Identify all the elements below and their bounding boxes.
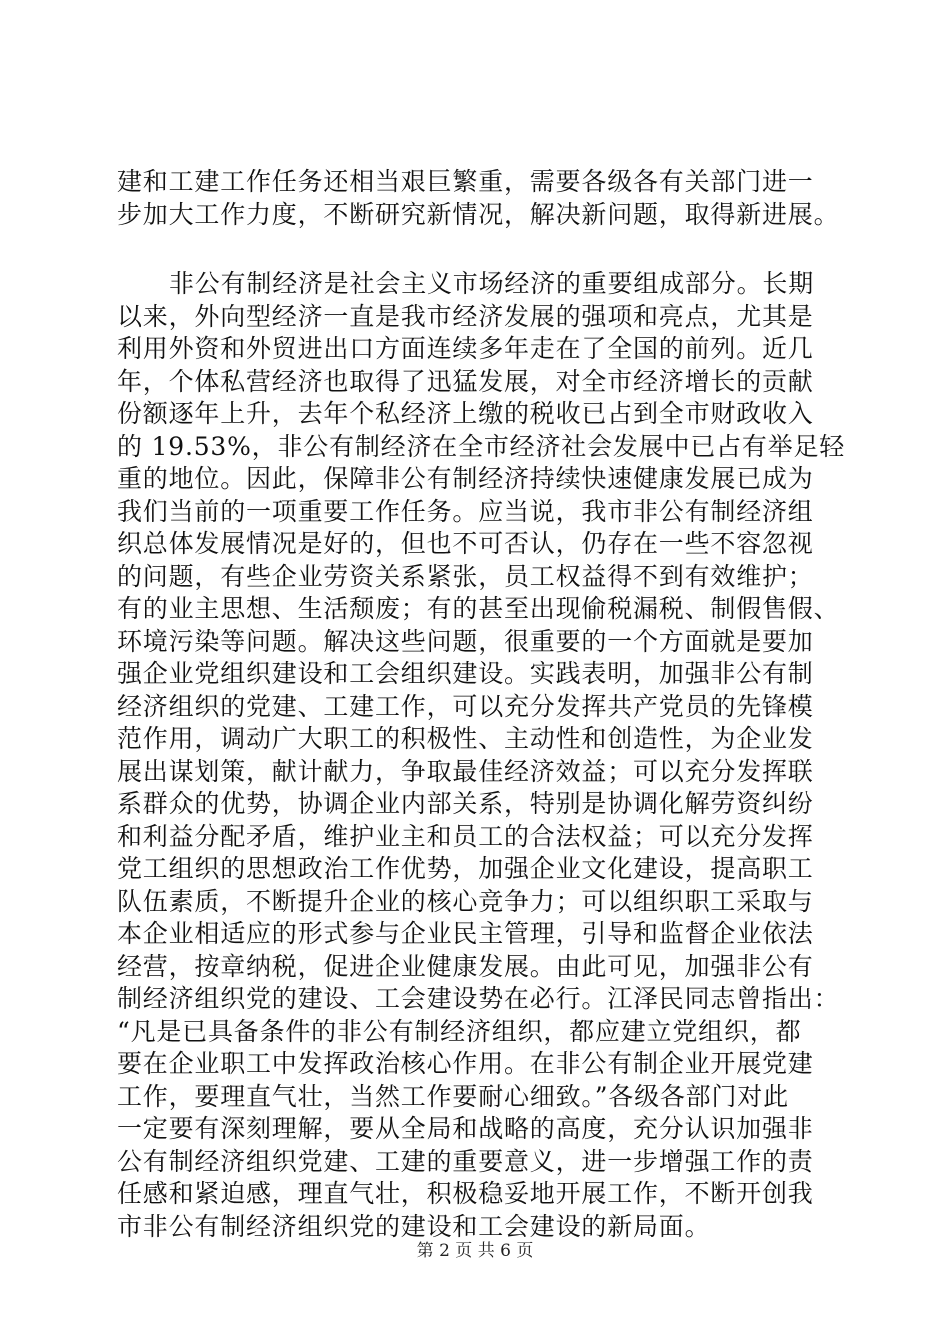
text-line: 党工组织的思想政治工作优势，加强企业文化建设，提高职工: [117, 854, 814, 883]
text-line: 范作用，调动广大职工的积极性、主动性和创造性，为企业发: [117, 724, 814, 753]
text-line: 和利益分配矛盾，维护业主和员工的合法权益；可以充分发挥: [117, 821, 814, 851]
text-line: 的问题，有些企业劳资关系紧张，员工权益得不到有效维护；: [117, 561, 814, 591]
text-line: 有的业主思想、生活颓废；有的甚至出现偷税漏税、制假售假、: [117, 594, 840, 623]
text-line: 制经济组织党的建设、工会建设势在必行。江泽民同志曾指出：: [117, 984, 840, 1013]
text-line: 利用外资和外贸进出口方面连续多年走在了全国的前列。近几: [117, 334, 814, 363]
text-line: 经济组织的党建、工建工作，可以充分发挥共产党员的先锋模: [117, 691, 814, 721]
text-line: 非公有制经济是社会主义市场经济的重要组成部分。长期: [169, 269, 815, 298]
continuation-paragraph: [117, 166, 857, 231]
text-line: 我们当前的一项重要工作任务。应当说，我市非公有制经济组: [117, 496, 814, 526]
page-footer: 第 2 页 共 6 页: [416, 1241, 534, 1261]
text-line: 经营，按章纳税，促进企业健康发展。由此可见，加强非公有: [117, 951, 814, 981]
main-paragraph: [117, 268, 857, 1243]
text-line: 份额逐年上升，去年个私经济上缴的税收已占到全市财政收入: [117, 399, 814, 428]
text-line: 环境污染等问题。解决这些问题，很重要的一个方面就是要加: [117, 626, 814, 656]
text-line: “凡是已具备条件的非公有制经济组织，都应建立党组织，都: [117, 1016, 802, 1046]
text-line: 强企业党组织建设和工会组织建设。实践表明，加强非公有制: [117, 659, 814, 688]
text-line: 队伍素质，不断提升企业的核心竞争力；可以组织职工采取与: [117, 886, 814, 916]
text-line: 重的地位。因此，保障非公有制经济持续快速健康发展已成为: [117, 464, 814, 493]
text-line: 一定要有深刻理解，要从全局和战略的高度，充分认识加强非: [117, 1114, 814, 1143]
text-line: 年，个体私营经济也取得了迅猛发展，对全市经济增长的贡献: [117, 366, 814, 396]
text-line: 要在企业职工中发挥政治核心作用。在非公有制企业开展党建: [117, 1049, 814, 1078]
text-line: 步加大工作力度，不断研究新情况，解决新问题，取得新进展。: [117, 199, 840, 229]
text-line: 任感和紧迫感，理直气壮，积极稳妥地开展工作，不断开创我: [117, 1179, 814, 1208]
paragraph-gap: [117, 231, 857, 268]
text-line: 的 19.53%，非公有制经济在全市经济社会发展中已占有举足轻: [117, 431, 846, 461]
text-line: 系群众的优势，协调企业内部关系，特别是协调化解劳资纠纷: [117, 789, 814, 818]
text-line: 以来，外向型经济一直是我市经济发展的强项和亮点，尤其是: [117, 301, 814, 331]
text-line: 织总体发展情况是好的，但也不可否认，仍存在一些不容忽视: [117, 529, 814, 558]
document-body: [117, 166, 857, 1243]
text-line: 本企业相适应的形式参与企业民主管理，引导和监督企业依法: [117, 919, 814, 948]
text-line: 公有制经济组织党建、工建的重要意义，进一步增强工作的责: [117, 1146, 814, 1176]
text-line: 市非公有制经济组织党的建设和工会建设的新局面。: [117, 1211, 711, 1241]
text-line: 建和工建工作任务还相当艰巨繁重，需要各级各有关部门进一: [117, 167, 814, 196]
text-line: 展出谋划策，献计献力，争取最佳经济效益；可以充分发挥联: [117, 756, 814, 786]
text-line: 工作，要理直气壮，当然工作要耐心细致。”各级各部门对此: [117, 1081, 789, 1111]
